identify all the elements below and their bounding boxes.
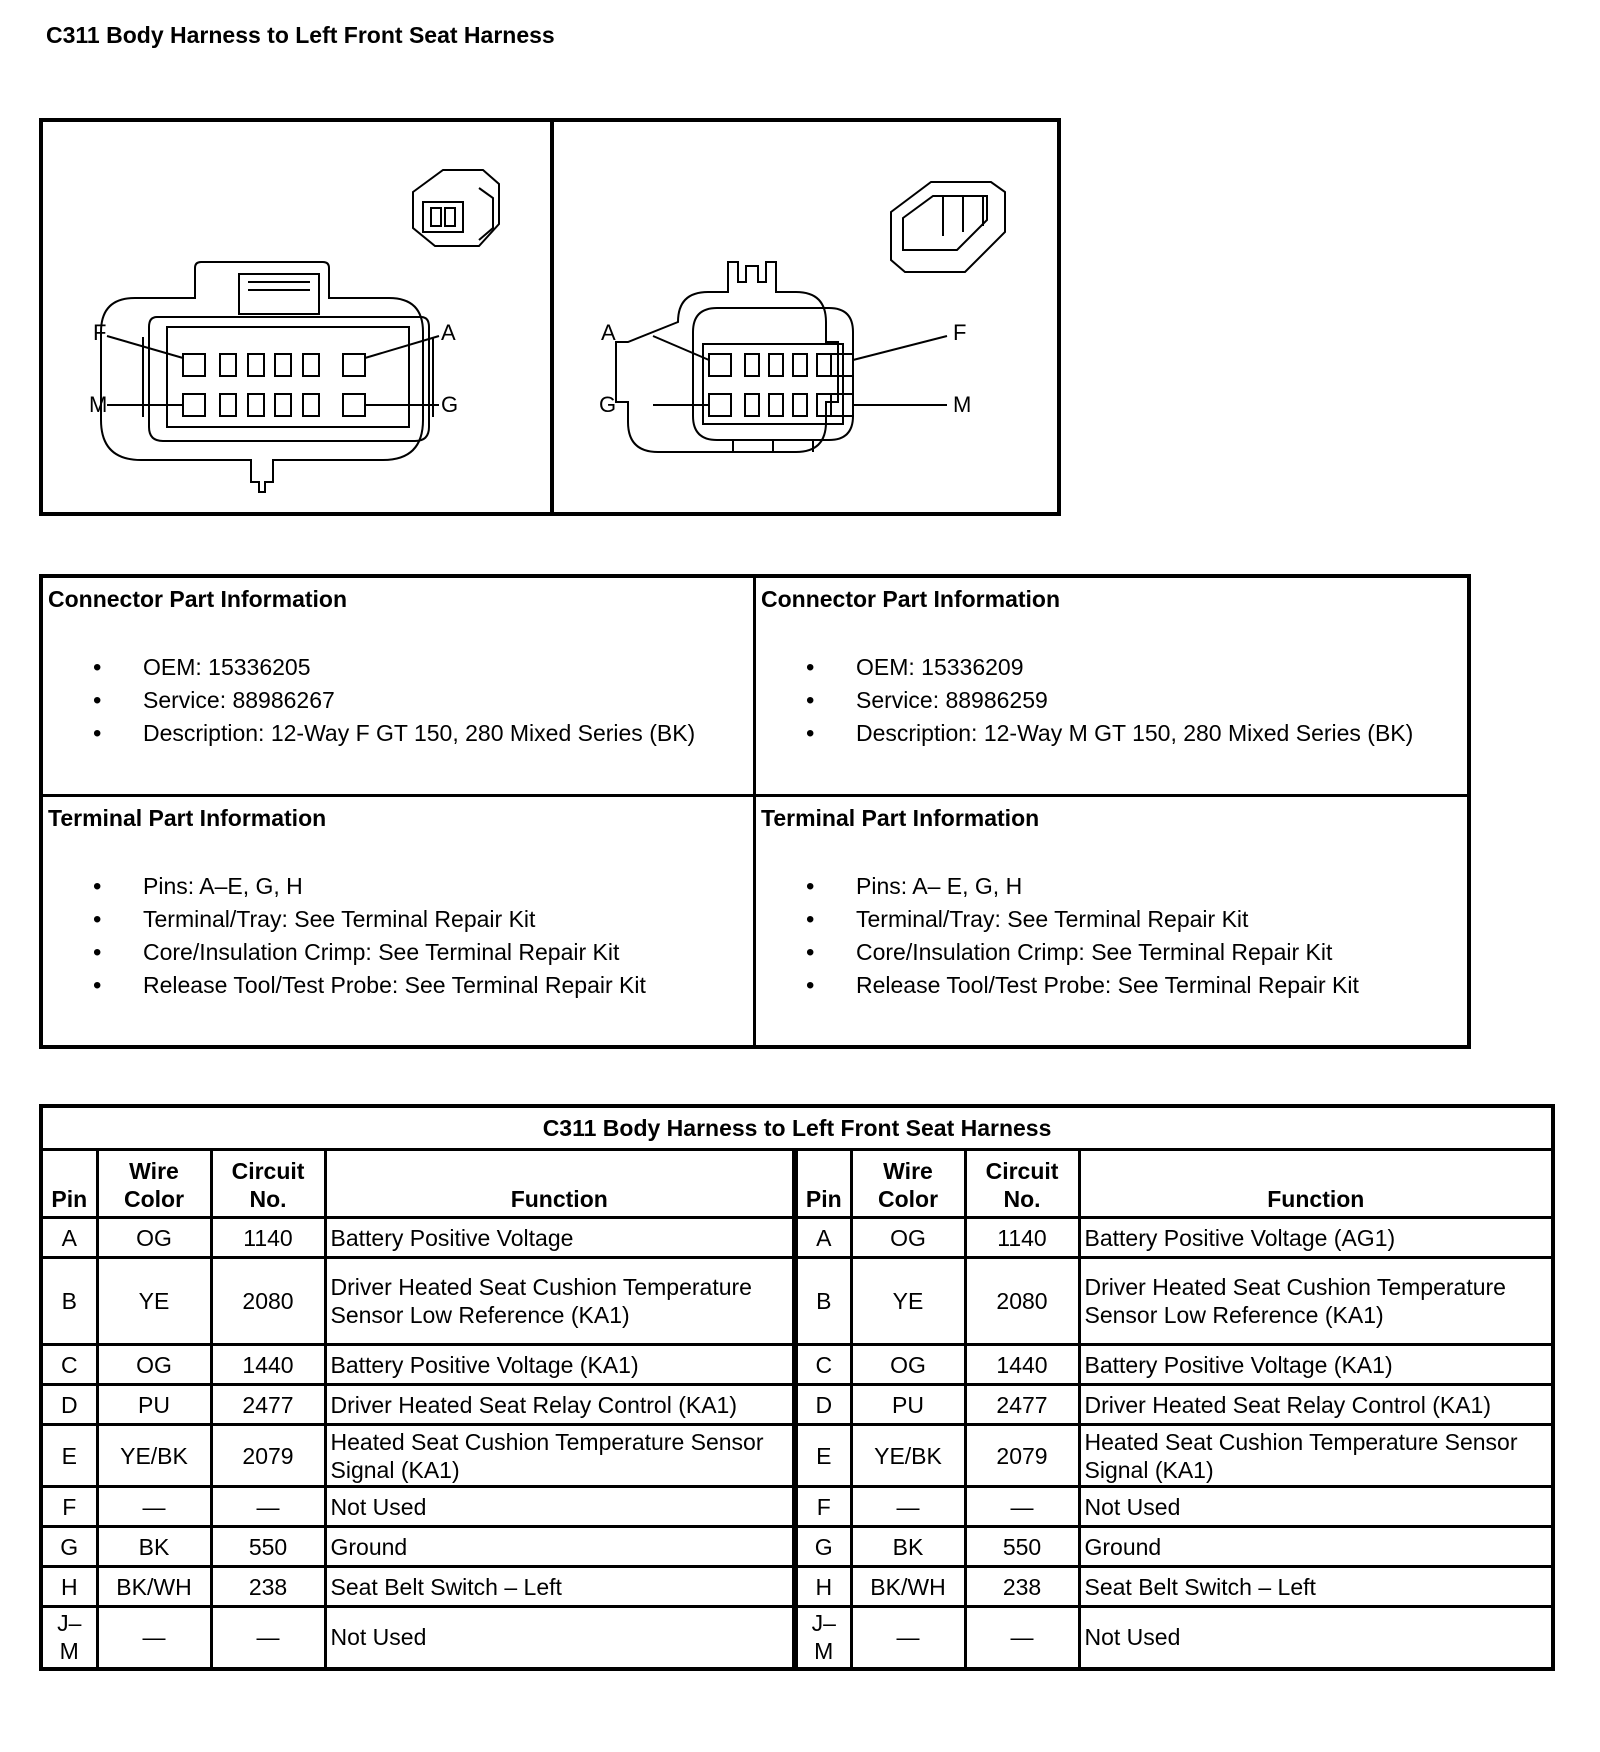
cell-function: Not Used bbox=[325, 1487, 795, 1527]
cell-function: Not Used bbox=[1079, 1487, 1553, 1527]
cell-wire-color: OG bbox=[97, 1345, 211, 1385]
cell-wire-color: BK bbox=[97, 1527, 211, 1567]
cell-function: Not Used bbox=[325, 1607, 795, 1669]
cell-circuit: 2477 bbox=[211, 1385, 325, 1425]
cell-pin: F bbox=[795, 1487, 851, 1527]
female-connector-face bbox=[101, 170, 499, 492]
cell-circuit: — bbox=[965, 1607, 1079, 1669]
cell-wire-color: — bbox=[851, 1487, 965, 1527]
list-item: • Service: 88986259 bbox=[806, 684, 1413, 717]
table-row bbox=[41, 1607, 1553, 1669]
cell-pin: A bbox=[41, 1218, 97, 1258]
cell-circuit: — bbox=[211, 1607, 325, 1669]
list-item: • OEM: 15336209 bbox=[806, 651, 1413, 684]
section-heading: Terminal Part Information bbox=[48, 805, 327, 831]
table-caption: C311 Body Harness to Left Front Seat Harness bbox=[41, 1106, 1553, 1150]
cell-circuit: 2477 bbox=[965, 1385, 1079, 1425]
cell-wire-color: YE/BK bbox=[851, 1425, 965, 1487]
right-terminal-info bbox=[756, 797, 1471, 1049]
cell-pin: H bbox=[795, 1567, 851, 1607]
table-row bbox=[41, 1258, 1553, 1345]
list-item: • Release Tool/Test Probe: See Terminal Repair Kit bbox=[806, 969, 1359, 1002]
cell-wire-color: OG bbox=[97, 1218, 211, 1258]
col-header-pin: Pin bbox=[41, 1150, 97, 1218]
cell-wire-color: OG bbox=[851, 1345, 965, 1385]
cell-function: Seat Belt Switch – Left bbox=[325, 1567, 795, 1607]
cell-function: Driver Heated Seat Cushion Temperature Sensor Low Reference (KA1) bbox=[1079, 1258, 1553, 1345]
cell-wire-color: PU bbox=[97, 1385, 211, 1425]
list-item: • OEM: 15336205 bbox=[93, 651, 695, 684]
cell-circuit: 238 bbox=[211, 1567, 325, 1607]
cell-pin: H bbox=[41, 1567, 97, 1607]
cell-wire-color: — bbox=[851, 1607, 965, 1669]
cell-function: Ground bbox=[1079, 1527, 1553, 1567]
cell-circuit: 1440 bbox=[965, 1345, 1079, 1385]
cell-circuit: 1140 bbox=[211, 1218, 325, 1258]
col-header-wire-color: Wire Color bbox=[851, 1150, 965, 1218]
table-header-row bbox=[41, 1150, 1553, 1218]
list-item: • Pins: A–E, G, H bbox=[93, 870, 646, 903]
col-header-pin: Pin bbox=[795, 1150, 851, 1218]
info-list bbox=[806, 651, 1413, 750]
page-title: C311 Body Harness to Left Front Seat Harness bbox=[46, 22, 555, 48]
info-list bbox=[806, 870, 1359, 1002]
cell-wire-color: YE bbox=[97, 1258, 211, 1345]
list-item: • Core/Insulation Crimp: See Terminal Repair Kit bbox=[806, 936, 1359, 969]
cell-wire-color: — bbox=[97, 1487, 211, 1527]
table-row bbox=[41, 1487, 1553, 1527]
label-left-top-right: A bbox=[441, 320, 456, 345]
cell-circuit: 2079 bbox=[965, 1425, 1079, 1487]
list-item: • Description: 12-Way M GT 150, 280 Mixed Series (BK) bbox=[806, 717, 1413, 750]
label-left-bottom-right: G bbox=[441, 392, 459, 417]
table-row bbox=[41, 1567, 1553, 1607]
connector-diagram bbox=[39, 118, 1061, 516]
cell-function: Not Used bbox=[1079, 1607, 1553, 1669]
cell-circuit: — bbox=[965, 1487, 1079, 1527]
cell-pin: C bbox=[795, 1345, 851, 1385]
section-heading: Terminal Part Information bbox=[761, 805, 1040, 831]
list-item: • Core/Insulation Crimp: See Terminal Repair Kit bbox=[93, 936, 646, 969]
section-heading: Connector Part Information bbox=[48, 586, 348, 612]
cell-circuit: 2079 bbox=[211, 1425, 325, 1487]
right-connector-info bbox=[756, 578, 1471, 794]
cell-circuit: 238 bbox=[965, 1567, 1079, 1607]
label-left-bottom-left: M bbox=[89, 392, 108, 417]
cell-circuit: — bbox=[211, 1487, 325, 1527]
col-header-circuit: Circuit No. bbox=[965, 1150, 1079, 1218]
cell-wire-color: — bbox=[97, 1607, 211, 1669]
label-right-bottom-right: M bbox=[953, 392, 972, 417]
cell-pin: D bbox=[41, 1385, 97, 1425]
table-row bbox=[41, 1385, 1553, 1425]
cell-circuit: 2080 bbox=[965, 1258, 1079, 1345]
left-terminal-info bbox=[43, 797, 753, 1049]
label-right-bottom-left: G bbox=[599, 392, 617, 417]
cell-circuit: 1140 bbox=[965, 1218, 1079, 1258]
table-row bbox=[41, 1527, 1553, 1567]
cell-pin: G bbox=[795, 1527, 851, 1567]
cell-circuit: 2080 bbox=[211, 1258, 325, 1345]
cell-wire-color: BK/WH bbox=[97, 1567, 211, 1607]
label-right-top-right: F bbox=[953, 320, 967, 345]
list-item: • Release Tool/Test Probe: See Terminal Repair Kit bbox=[93, 969, 646, 1002]
cell-function: Seat Belt Switch – Left bbox=[1079, 1567, 1553, 1607]
list-item: • Terminal/Tray: See Terminal Repair Kit bbox=[806, 903, 1359, 936]
cell-wire-color: OG bbox=[851, 1218, 965, 1258]
cell-function: Ground bbox=[325, 1527, 795, 1567]
cell-wire-color: YE/BK bbox=[97, 1425, 211, 1487]
list-item: • Description: 12-Way F GT 150, 280 Mixed Series (BK) bbox=[93, 717, 695, 750]
cell-wire-color: PU bbox=[851, 1385, 965, 1425]
info-list bbox=[93, 651, 695, 750]
cell-function: Battery Positive Voltage (KA1) bbox=[325, 1345, 795, 1385]
col-header-wire-color: Wire Color bbox=[97, 1150, 211, 1218]
table-row bbox=[41, 1425, 1553, 1487]
cell-function: Battery Positive Voltage (KA1) bbox=[1079, 1345, 1553, 1385]
cell-wire-color: BK bbox=[851, 1527, 965, 1567]
cell-pin: J–M bbox=[41, 1607, 97, 1669]
male-connector-face bbox=[616, 182, 1005, 452]
table-row bbox=[41, 1218, 1553, 1258]
cell-circuit: 1440 bbox=[211, 1345, 325, 1385]
label-right-top-left: A bbox=[601, 320, 616, 345]
cell-function: Heated Seat Cushion Temperature Sensor Signal (KA1) bbox=[325, 1425, 795, 1487]
list-item: • Service: 88986267 bbox=[93, 684, 695, 717]
cell-function: Heated Seat Cushion Temperature Sensor Signal (KA1) bbox=[1079, 1425, 1553, 1487]
cell-pin: J–M bbox=[795, 1607, 851, 1669]
cell-pin: E bbox=[41, 1425, 97, 1487]
left-connector-info bbox=[43, 578, 753, 794]
col-header-function: Function bbox=[1079, 1150, 1553, 1218]
cell-pin: G bbox=[41, 1527, 97, 1567]
cell-wire-color: BK/WH bbox=[851, 1567, 965, 1607]
list-item: • Pins: A– E, G, H bbox=[806, 870, 1359, 903]
cell-circuit: 550 bbox=[211, 1527, 325, 1567]
section-heading: Connector Part Information bbox=[761, 586, 1061, 612]
cell-pin: B bbox=[41, 1258, 97, 1345]
cell-function: Battery Positive Voltage (AG1) bbox=[1079, 1218, 1553, 1258]
cell-wire-color: YE bbox=[851, 1258, 965, 1345]
cell-pin: A bbox=[795, 1218, 851, 1258]
cell-pin: E bbox=[795, 1425, 851, 1487]
col-header-function: Function bbox=[325, 1150, 795, 1218]
cell-pin: D bbox=[795, 1385, 851, 1425]
cell-circuit: 550 bbox=[965, 1527, 1079, 1567]
pin-table bbox=[39, 1104, 1555, 1671]
connector-face-views bbox=[43, 122, 1057, 512]
cell-function: Driver Heated Seat Cushion Temperature Sensor Low Reference (KA1) bbox=[325, 1258, 795, 1345]
table-row bbox=[41, 1345, 1553, 1385]
info-list bbox=[93, 870, 646, 1002]
cell-function: Battery Positive Voltage bbox=[325, 1218, 795, 1258]
cell-pin: C bbox=[41, 1345, 97, 1385]
list-item: • Terminal/Tray: See Terminal Repair Kit bbox=[93, 903, 646, 936]
cell-pin: F bbox=[41, 1487, 97, 1527]
cell-pin: B bbox=[795, 1258, 851, 1345]
label-left-top-left: F bbox=[93, 320, 107, 345]
cell-function: Driver Heated Seat Relay Control (KA1) bbox=[325, 1385, 795, 1425]
cell-function: Driver Heated Seat Relay Control (KA1) bbox=[1079, 1385, 1553, 1425]
part-information-table bbox=[39, 574, 1471, 1049]
col-header-circuit: Circuit No. bbox=[211, 1150, 325, 1218]
